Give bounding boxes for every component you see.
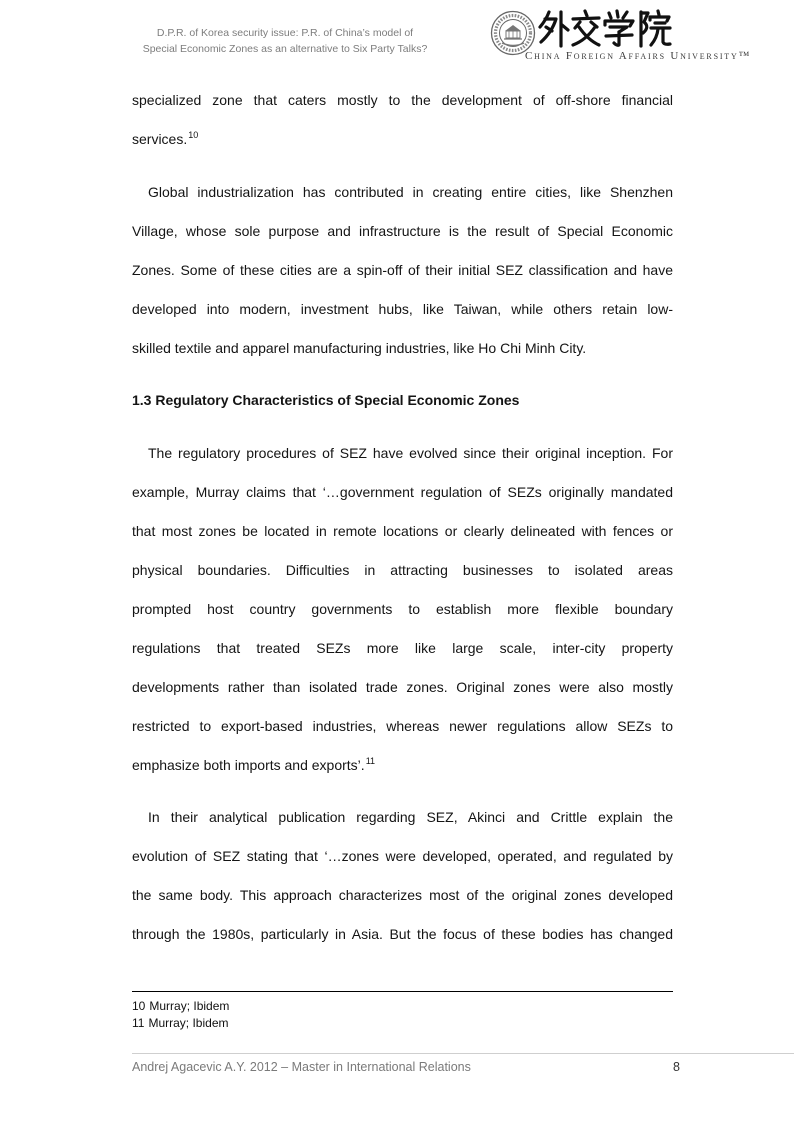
- paragraph: [132, 173, 673, 368]
- body-line: prompted host country governments to establish more flexible boundary: [132, 600, 673, 617]
- running-header-line: Special Economic Zones as an alternative to Six Party Talks?: [142, 43, 428, 55]
- body-line: physical boundaries. Difficulties in attracting businesses to isolated areas: [132, 561, 673, 578]
- footer-author-line: Andrej Agacevic A.Y. 2012 – Master in International Relations: [132, 1060, 471, 1074]
- body-line: Global industrialization has contributed in creating entire cities, like Shenzhen: [148, 183, 673, 200]
- body-line: specialized zone that caters mostly to the development of off-shore financial: [132, 92, 673, 108]
- footnote: [132, 998, 673, 1015]
- footnote-number: 10: [132, 999, 146, 1013]
- body-line: through the 1980s, particularly in Asia. But the focus of these bodies has changed: [132, 926, 673, 942]
- section-heading: 1.3 Regulatory Characteristics of Special Economic Zones: [132, 392, 520, 408]
- body-line: evolution of SEZ stating that ‘…zones were developed, operated, and regulated by: [132, 848, 673, 864]
- body-line-text: services.: [132, 131, 188, 147]
- running-header-line: D.P.R. of Korea security issue: P.R. of China’s model of: [156, 27, 414, 39]
- body-line: the same body. This approach characterizes most of the original zones developed: [132, 887, 673, 903]
- body-line: Village, whose sole purpose and infrastructure is the result of Special Economic: [132, 222, 673, 239]
- body-line: [132, 746, 673, 785]
- body-line: The regulatory procedures of SEZ have evolved since their original inception. For: [148, 444, 673, 461]
- body-line: restricted to export-based industries, whereas newer regulations allow SEZs to: [132, 717, 673, 734]
- paragraph: [132, 434, 673, 785]
- body-line: example, Murray claims that ‘…government regulation of SEZs originally mandated: [132, 483, 673, 500]
- body-line: skilled textile and apparel manufacturing industries, like Ho Chi Minh City.: [132, 339, 587, 356]
- footnote-separator: [132, 991, 673, 992]
- body-line: Zones. Some of these cities are a spin-off of their initial SEZ classification and have: [132, 261, 673, 278]
- body-line: developed into modern, investment hubs, like Taiwan, while others retain low-: [132, 300, 673, 317]
- university-name: China Foreign Affairs University™: [525, 50, 752, 62]
- footnotes: [132, 998, 673, 1032]
- body-line: that most zones be located in remote locations or clearly delineated with fences or: [132, 522, 673, 539]
- footnote-number: 11: [132, 1016, 145, 1030]
- footnote-text: Murray; Ibidem: [149, 999, 230, 1013]
- body-line-text: emphasize both imports and exports’.: [132, 756, 365, 773]
- footer-separator: [132, 1053, 794, 1054]
- body-line: developments rather than isolated trade zones. Original zones were also mostly: [132, 678, 673, 695]
- footnote-ref: 10: [188, 130, 199, 140]
- body-line: regulations that treated SEZs more like large scale, inter-city property: [132, 639, 673, 656]
- calligraphy-logo: [540, 11, 670, 46]
- paragraph: [132, 81, 673, 159]
- body-text: [132, 81, 673, 968]
- body-line: [132, 120, 673, 159]
- footnote-text: Murray; Ibidem: [148, 1016, 229, 1030]
- footnote-ref: 11: [365, 755, 376, 766]
- body-line: In their analytical publication regarding SEZ, Akinci and Crittle explain the: [148, 809, 673, 825]
- paragraph: [132, 798, 673, 954]
- page-number: 8: [673, 1060, 680, 1074]
- footnote: [132, 1015, 673, 1032]
